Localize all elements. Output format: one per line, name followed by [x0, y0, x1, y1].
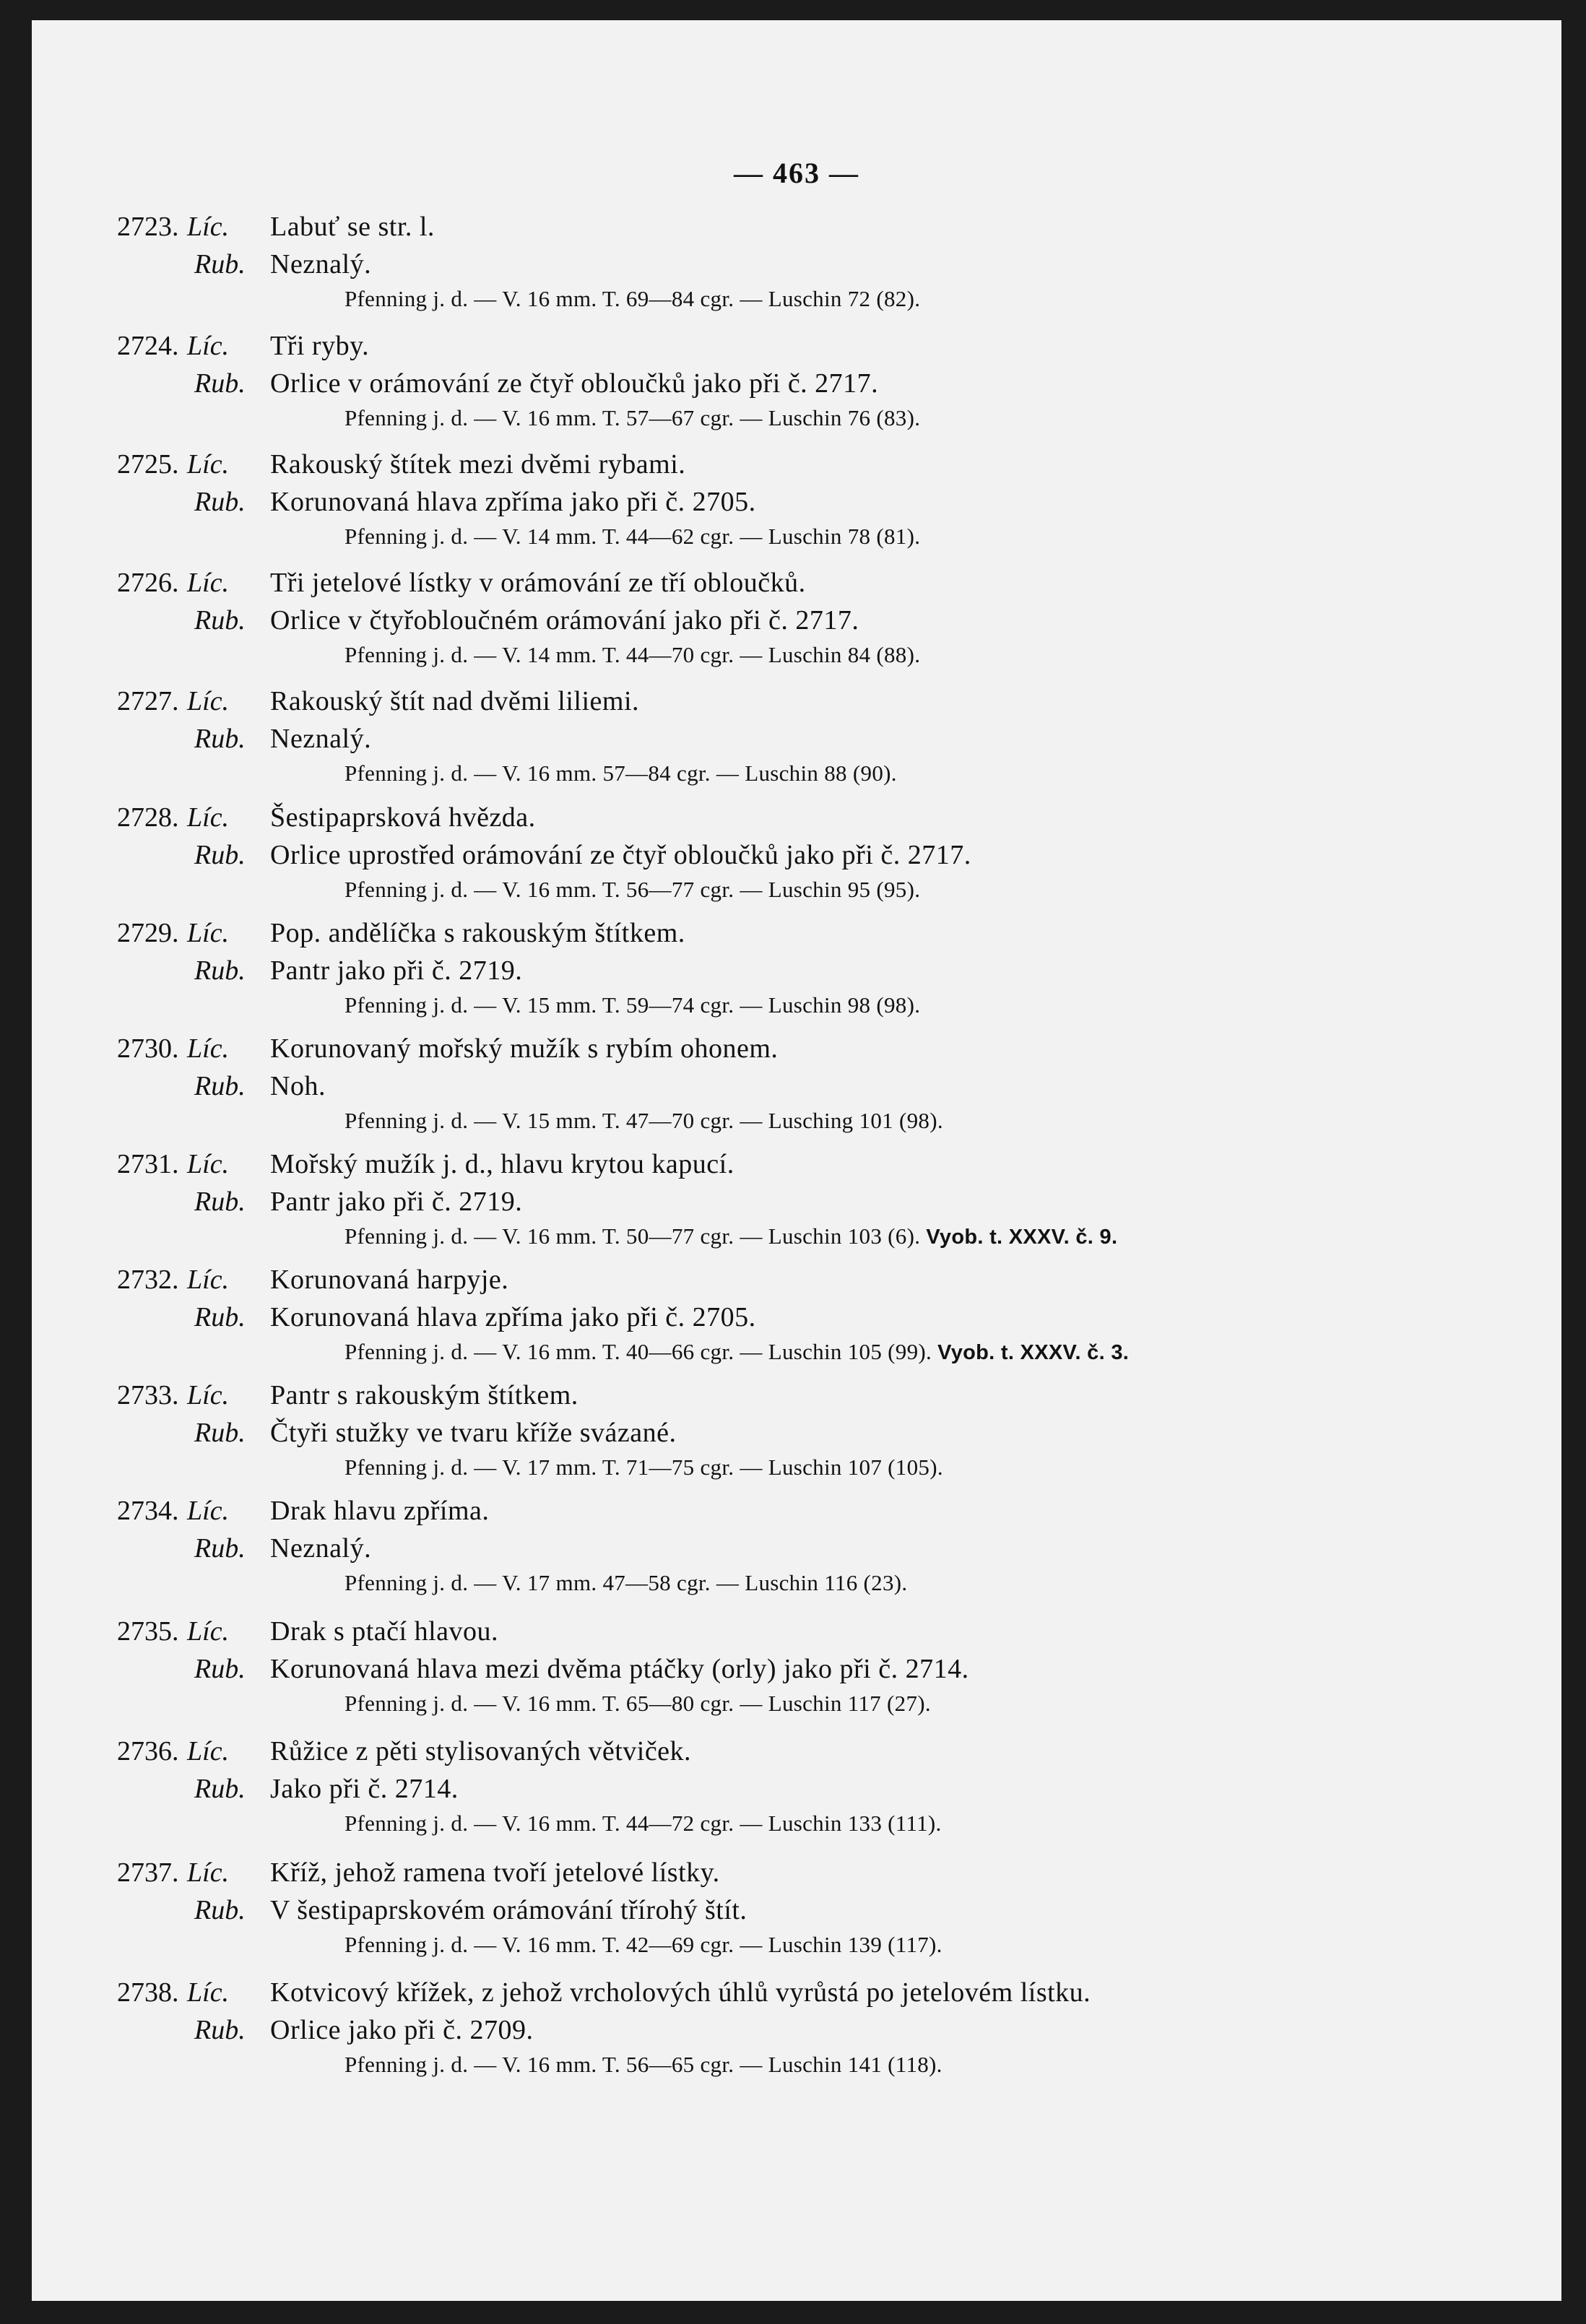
obverse-description: Drak hlavu zpříma.: [270, 1496, 490, 1526]
reverse-description: Korunovaná hlava mezi dvěma ptáčky (orly) jako při č. 2714.: [270, 1654, 969, 1684]
reverse-label: Rub.: [194, 487, 246, 517]
obverse-description: Rakouský štít nad dvěmi liliemi.: [270, 686, 640, 716]
obverse-row: [32, 1735, 1561, 1773]
obverse-description: Labuť se str. l.: [270, 212, 435, 242]
reverse-label: Rub.: [194, 1187, 246, 1217]
obverse-row: [32, 1977, 1561, 2014]
obverse-label: Líc.: [187, 1496, 230, 1526]
coin-details-row: [32, 1932, 1561, 1964]
obverse-row: [32, 330, 1561, 368]
coin-details: Pfenning j. d. — V. 15 mm. T. 59—74 cgr. — Luschin 98 (98).: [344, 992, 921, 1018]
entry-number: 2730.: [117, 1033, 179, 1064]
reverse-description: Korunovaná hlava zpříma jako při č. 2705.: [270, 1302, 756, 1332]
entry-number: 2734.: [117, 1496, 179, 1526]
reverse-description: Neznalý.: [270, 249, 372, 279]
obverse-description: Korunovaná harpyje.: [270, 1265, 509, 1295]
page-number: — 463 —: [734, 157, 859, 189]
entry-number: 2736.: [117, 1736, 179, 1766]
entry-number: 2732.: [117, 1265, 179, 1295]
obverse-label: Líc.: [187, 1616, 230, 1647]
reverse-label: Rub.: [194, 724, 246, 754]
obverse-description: Korunovaný mořský mužík s rybím ohonem.: [270, 1033, 779, 1064]
catalog-entry: [32, 1857, 1561, 1964]
obverse-label: Líc.: [187, 1977, 230, 2008]
obverse-description: Pop. andělíčka s rakouským štítkem.: [270, 918, 685, 948]
coin-details: Pfenning j. d. — V. 16 mm. 57—84 cgr. — Luschin 88 (90).: [344, 760, 897, 786]
obverse-row: [32, 448, 1561, 486]
reverse-row: [32, 604, 1561, 642]
obverse-row: [32, 1857, 1561, 1894]
entry-number: 2725.: [117, 449, 179, 480]
reverse-label: Rub.: [194, 1774, 246, 1804]
entry-number: 2727.: [117, 686, 179, 716]
reverse-row: [32, 955, 1561, 992]
coin-details-row: [32, 1691, 1561, 1722]
obverse-row: [32, 1033, 1561, 1070]
coin-details-row: [32, 760, 1561, 792]
coin-details-row: [32, 1108, 1561, 1140]
obverse-row: [32, 917, 1561, 955]
obverse-description: Růžice z pěti stylisovaných větviček.: [270, 1736, 692, 1766]
catalog-entry: [32, 1148, 1561, 1255]
obverse-description: Tři ryby.: [270, 331, 370, 361]
coin-details: Pfenning j. d. — V. 15 mm. T. 47—70 cgr. — Lusching 101 (98).: [344, 1108, 943, 1133]
coin-details: Pfenning j. d. — V. 17 mm. 47—58 cgr. — Luschin 116 (23).: [344, 1570, 908, 1595]
entry-number: 2724.: [117, 331, 179, 361]
coin-details: Pfenning j. d. — V. 14 mm. T. 44—70 cgr. — Luschin 84 (88).: [344, 642, 921, 667]
reverse-label: Rub.: [194, 840, 246, 870]
catalog-entry: [32, 1033, 1561, 1140]
catalog-entry: [32, 330, 1561, 437]
catalog-entry: [32, 1735, 1561, 1842]
obverse-row: [32, 1616, 1561, 1653]
catalog-entry: [32, 685, 1561, 792]
obverse-row: [32, 567, 1561, 604]
catalog-entry: [32, 1379, 1561, 1486]
reverse-row: [32, 723, 1561, 760]
reverse-description: Orlice uprostřed orámování ze čtyř obloučků jako při č. 2717.: [270, 840, 971, 870]
obverse-row: [32, 1264, 1561, 1301]
reverse-row: [32, 839, 1561, 877]
obverse-label: Líc.: [187, 1149, 230, 1179]
obverse-label: Líc.: [187, 802, 230, 833]
obverse-label: Líc.: [187, 1265, 230, 1295]
obverse-description: Drak s ptačí hlavou.: [270, 1616, 499, 1647]
reverse-label: Rub.: [194, 605, 246, 636]
coin-details-row: [32, 2052, 1561, 2084]
obverse-label: Líc.: [187, 449, 230, 480]
coin-details: Pfenning j. d. — V. 16 mm. T. 56—77 cgr. — Luschin 95 (95).: [344, 877, 921, 902]
catalog-entry: [32, 1977, 1561, 2084]
coin-details: Pfenning j. d. — V. 16 mm. T. 65—80 cgr. — Luschin 117 (27).: [344, 1691, 931, 1716]
coin-details: Pfenning j. d. — V. 14 mm. T. 44—62 cgr. — Luschin 78 (81).: [344, 524, 921, 549]
coin-details-row: [32, 1223, 1561, 1255]
catalog-entry: [32, 567, 1561, 674]
entry-number: 2737.: [117, 1857, 179, 1888]
entry-number: 2726.: [117, 568, 179, 598]
illustration-reference: Vyob. t. XXXV. č. 9.: [926, 1226, 1118, 1249]
reverse-row: [32, 1186, 1561, 1223]
reverse-description: Orlice v čtyřobloučném orámování jako při č. 2717.: [270, 605, 859, 636]
catalog-entry: [32, 1264, 1561, 1371]
reverse-row: [32, 486, 1561, 524]
coin-details: Pfenning j. d. — V. 17 mm. T. 71—75 cgr. — Luschin 107 (105).: [344, 1454, 943, 1480]
reverse-description: Orlice v orámování ze čtyř obloučků jako při č. 2717.: [270, 368, 879, 399]
reverse-label: Rub.: [194, 368, 246, 399]
reverse-description: Orlice jako při č. 2709.: [270, 2015, 534, 2045]
obverse-row: [32, 1148, 1561, 1186]
reverse-row: [32, 248, 1561, 286]
coin-details-row: [32, 1570, 1561, 1602]
obverse-label: Líc.: [187, 1857, 230, 1888]
reverse-label: Rub.: [194, 2015, 246, 2045]
reverse-row: [32, 368, 1561, 405]
obverse-label: Líc.: [187, 1380, 230, 1410]
coin-details: Pfenning j. d. — V. 16 mm. T. 42—69 cgr. — Luschin 139 (117).: [344, 1932, 942, 1957]
reverse-row: [32, 1653, 1561, 1691]
obverse-description: Kotvicový křížek, z jehož vrcholových úhlů vyrůstá po jetelovém lístku.: [270, 1977, 1091, 2008]
obverse-label: Líc.: [187, 568, 230, 598]
reverse-label: Rub.: [194, 1418, 246, 1448]
entry-number: 2733.: [117, 1380, 179, 1410]
obverse-row: [32, 1379, 1561, 1417]
catalog-entry: [32, 802, 1561, 909]
reverse-row: [32, 1301, 1561, 1339]
obverse-description: Šestipaprsková hvězda.: [270, 802, 536, 833]
obverse-label: Líc.: [187, 212, 230, 242]
reverse-row: [32, 1070, 1561, 1108]
catalog-entry: [32, 1495, 1561, 1602]
coin-details-row: [32, 286, 1561, 318]
reverse-row: [32, 1773, 1561, 1811]
reverse-label: Rub.: [194, 1302, 246, 1332]
reverse-description: Korunovaná hlava zpříma jako při č. 2705.: [270, 487, 756, 517]
reverse-description: Čtyři stužky ve tvaru kříže svázané.: [270, 1418, 677, 1448]
reverse-label: Rub.: [194, 1533, 246, 1564]
entry-number: 2738.: [117, 1977, 179, 2008]
reverse-description: Jako při č. 2714.: [270, 1774, 459, 1804]
entry-number: 2723.: [117, 212, 179, 242]
obverse-label: Líc.: [187, 686, 230, 716]
reverse-description: Neznalý.: [270, 724, 372, 754]
coin-details: Pfenning j. d. — V. 16 mm. T. 56—65 cgr. — Luschin 141 (118).: [344, 2052, 942, 2077]
coin-details: Pfenning j. d. — V. 16 mm. T. 57—67 cgr. — Luschin 76 (83).: [344, 405, 921, 430]
catalog-entry: [32, 448, 1561, 555]
obverse-description: Tři jetelové lístky v orámování ze tří obloučků.: [270, 568, 806, 598]
reverse-row: [32, 2014, 1561, 2052]
coin-details-row: [32, 405, 1561, 437]
coin-details: Pfenning j. d. — V. 16 mm. T. 69—84 cgr. — Luschin 72 (82).: [344, 286, 921, 311]
reverse-label: Rub.: [194, 249, 246, 279]
reverse-description: Pantr jako při č. 2719.: [270, 1187, 523, 1217]
coin-details-row: [32, 524, 1561, 555]
catalog-entry: [32, 917, 1561, 1024]
catalog-entry: [32, 1616, 1561, 1722]
reverse-description: Pantr jako při č. 2719.: [270, 955, 523, 986]
coin-details-row: [32, 877, 1561, 909]
obverse-row: [32, 802, 1561, 839]
reverse-description: V šestipaprskovém orámování třírohý štít.: [270, 1895, 748, 1925]
reverse-row: [32, 1532, 1561, 1570]
illustration-reference: Vyob. t. XXXV. č. 3.: [937, 1341, 1130, 1364]
obverse-row: [32, 211, 1561, 248]
entry-number: 2728.: [117, 802, 179, 833]
coin-details-row: [32, 1811, 1561, 1842]
reverse-label: Rub.: [194, 1895, 246, 1925]
obverse-row: [32, 685, 1561, 723]
reverse-row: [32, 1894, 1561, 1932]
coin-details: Pfenning j. d. — V. 16 mm. T. 40—66 cgr. — Luschin 105 (99).: [344, 1339, 932, 1364]
entry-number: 2729.: [117, 918, 179, 948]
reverse-label: Rub.: [194, 1654, 246, 1684]
reverse-row: [32, 1417, 1561, 1454]
obverse-row: [32, 1495, 1561, 1532]
entry-number: 2735.: [117, 1616, 179, 1647]
reverse-description: Noh.: [270, 1071, 326, 1101]
obverse-description: Mořský mužík j. d., hlavu krytou kapucí.: [270, 1149, 734, 1179]
coin-details-row: [32, 1454, 1561, 1486]
reverse-label: Rub.: [194, 955, 246, 986]
coin-details-row: [32, 642, 1561, 674]
document-page: [32, 20, 1561, 2301]
obverse-label: Líc.: [187, 1033, 230, 1064]
obverse-label: Líc.: [187, 1736, 230, 1766]
coin-details: Pfenning j. d. — V. 16 mm. T. 50—77 cgr. — Luschin 103 (6).: [344, 1223, 921, 1249]
coin-details: Pfenning j. d. — V. 16 mm. T. 44—72 cgr. — Luschin 133 (111).: [344, 1811, 942, 1836]
catalog-entry: [32, 211, 1561, 318]
coin-details-row: [32, 1339, 1561, 1371]
obverse-label: Líc.: [187, 331, 230, 361]
coin-details-row: [32, 992, 1561, 1024]
reverse-label: Rub.: [194, 1071, 246, 1101]
obverse-description: Rakouský štítek mezi dvěmi rybami.: [270, 449, 686, 480]
obverse-label: Líc.: [187, 918, 230, 948]
obverse-description: Pantr s rakouským štítkem.: [270, 1380, 578, 1410]
reverse-description: Neznalý.: [270, 1533, 372, 1564]
entry-number: 2731.: [117, 1149, 179, 1179]
obverse-description: Kříž, jehož ramena tvoří jetelové lístky.: [270, 1857, 720, 1888]
